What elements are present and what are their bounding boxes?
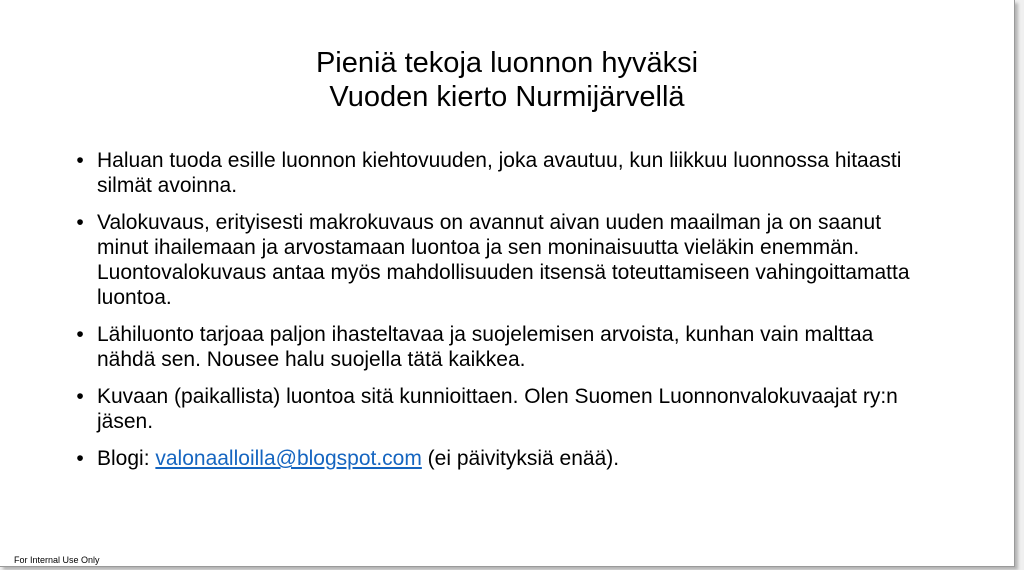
- blog-suffix: (ei päivityksiä enää).: [421, 447, 620, 470]
- bullet-item: [73, 384, 933, 434]
- title-line-2: Vuoden kierto Nurmijärvellä: [329, 81, 685, 113]
- bullet-dot-icon: •: [76, 385, 84, 408]
- bullet-dot-icon: •: [76, 447, 84, 470]
- title-line-1: Pieniä tekoja luonnon hyväksi: [315, 47, 699, 79]
- blog-prefix: Blogi:: [97, 447, 156, 470]
- bullet-text: Haluan tuoda esille luonnon kiehtovuuden, joka avautuu, kun liikkuu luonnossa hitaasti silmät avoinna.: [97, 149, 902, 197]
- bullet-text: Lähiluonto tarjoaa paljon ihasteltavaa ja suojelemisen arvoista, kunhan vain malttaa nähdä sen. Nousee halu suojella tätä kaikkea.: [97, 323, 874, 371]
- footer-label: For Internal Use Only: [14, 555, 100, 565]
- bullet-text: Kuvaan (paikallista) luontoa sitä kunnioittaen. Olen Suomen Luonnonvalokuvaajat ry:n jäsen.: [97, 385, 898, 433]
- bullet-item: [73, 322, 933, 372]
- bullet-list: [73, 148, 933, 483]
- bullet-text: Valokuvaus, erityisesti makrokuvaus on avannut aivan uuden maailman ja on saanut minut ihailemaan ja arvostamaan luontoa ja sen moninaisuutta vieläkin enemmän. Luontovalokuvaus antaa myös mahdollisuuden itsensä toteuttamiseen vahingoittamatta luontoa.: [97, 211, 910, 309]
- bullet-item: [73, 148, 933, 198]
- bullet-item-blog: [73, 446, 933, 471]
- slide-title: [0, 46, 1014, 114]
- bullet-dot-icon: •: [76, 211, 84, 234]
- blog-link[interactable]: valonaalloilla@blogspot.com: [155, 447, 422, 470]
- bullet-item: [73, 210, 933, 310]
- bullet-dot-icon: •: [76, 323, 84, 346]
- bullet-dot-icon: •: [76, 149, 84, 172]
